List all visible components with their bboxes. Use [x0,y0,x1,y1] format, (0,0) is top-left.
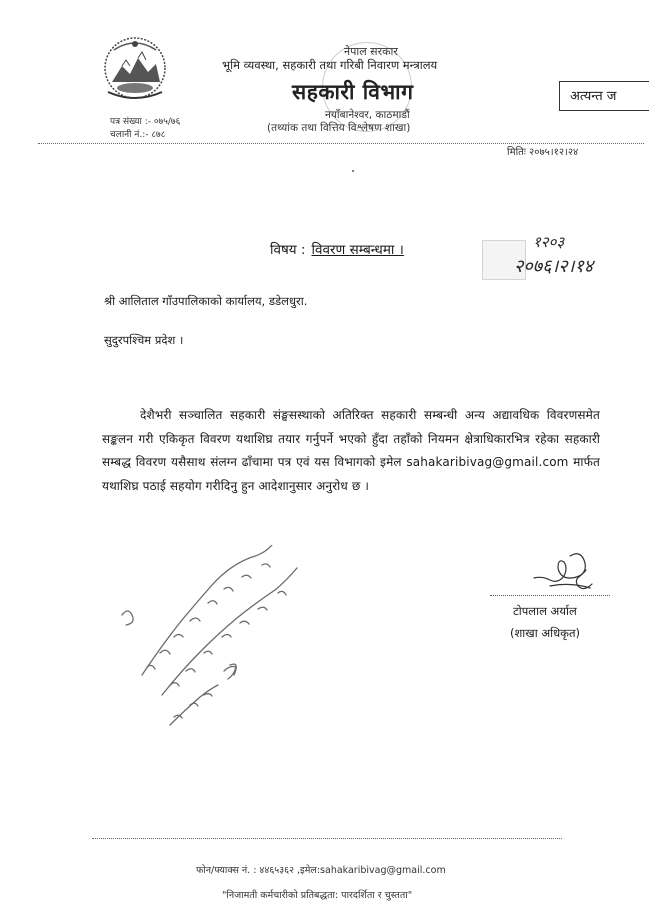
registration-number: १२०३ [533,233,565,251]
department-section: (तथ्यांक तथा वित्तिय विश्लेषण शाखा) [267,122,411,134]
registration-date: २०७६।२।१४ [514,256,594,277]
subject-label: विषय : [270,242,306,258]
reference-number: पत्र संख्या :- ०७५/७६ [110,117,181,127]
subject-value: विवरण सम्बन्धमा । [311,242,404,258]
handwritten-annotation [112,545,312,735]
nepal-emblem-icon [100,30,170,105]
subject-line [270,240,404,258]
government-name: नेपाल सरकार [344,45,398,58]
urgency-box: अत्यन्त ज [559,81,649,111]
signatory-name: टोपलाल अर्याल [513,604,577,618]
signature-line [490,595,610,596]
signature-mark [530,548,602,594]
addressee-province: सुदुरपश्चिम प्रदेश । [104,333,184,347]
ministry-name: भूमि व्यवस्था, सहकारी तथा गरिबी निवारण मन्त्रालय [222,58,438,72]
signatory-title: (शाखा अधिकृत) [510,626,581,640]
dispatch-number: चलानी नं.:- ८७८ [110,130,166,140]
addressee-office: श्री आलिताल गाँउपालिकाको कार्यालय, डडेलधुरा. [104,294,308,308]
speck [352,170,354,172]
footer-divider [92,838,562,839]
footer-motto: "निजामती कर्मचारीको प्रतिबद्धता: पारदर्शिता र चुस्तता" [222,890,413,901]
letter-body: देशैभरी सञ्चालित सहकारी संङ्घसस्थाको अतिरिक्त सहकारी सम्बन्धी अन्य अद्यावधिक विवरणसमेत सङ्कलन गरी एकिकृत विवरण यथाशिघ्र तयार गर्नुपर्ने भएको हुँदा तहाँको नियमन क्षेत्राधिकारभित्र रहेका सहकारी सम्बद्ध विवरण यसैसाथ संलग्न ढाँचामा पत्र एवं यस विभागको इमेल sahakaribivag@gmail.com मार्फत यथाशिघ्र पठाई सहयोग गरीदिनु हुन आदेशानुसार अनुरोध छ । [102,408,600,493]
department-address: नयाँबानेश्वर, काठमाडौं [325,109,410,121]
footer-contact: फोन/फ्याक्स नं. : ४४६५३६२ ,इमेल:sahakaribivag@gmail.com [196,865,446,876]
letter-date: मितिः २०७५।१२।२४ [507,147,579,158]
department-title: सहकारी विभाग [292,80,414,104]
